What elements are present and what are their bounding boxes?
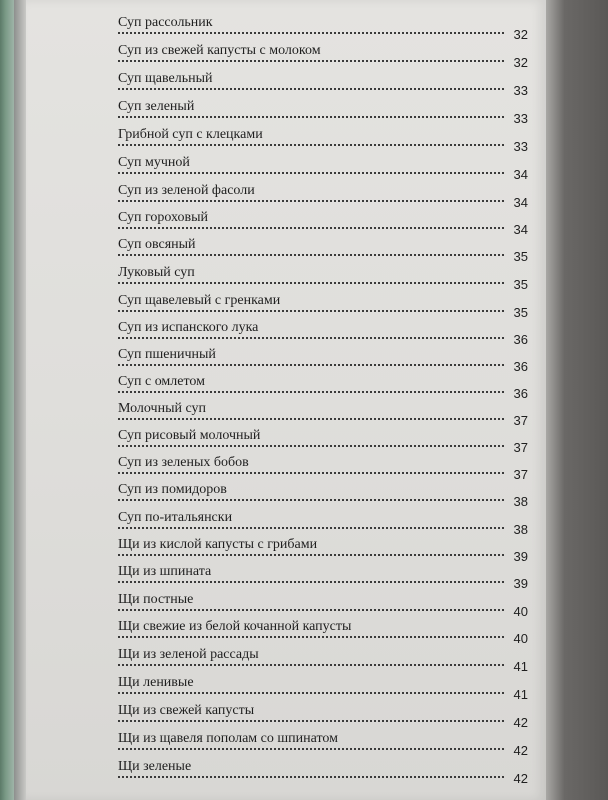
toc-entry-title: Суп пшеничный bbox=[118, 347, 216, 362]
toc-entry-title: Щи ленивые bbox=[118, 675, 194, 690]
toc-entry-title: Щи из щавеля пополам со шпинатом bbox=[118, 731, 339, 746]
dot-leader bbox=[118, 554, 504, 556]
dot-leader bbox=[118, 60, 504, 62]
toc-entry bbox=[118, 346, 528, 372]
dot-leader bbox=[118, 692, 504, 694]
dot-leader bbox=[118, 391, 504, 393]
toc-entry-title: Суп рисовый молочный bbox=[118, 428, 261, 443]
toc-entry bbox=[118, 702, 528, 728]
toc-entry-page: 33 bbox=[513, 139, 528, 154]
dot-leader bbox=[118, 172, 504, 174]
dot-leader bbox=[118, 748, 504, 750]
dot-leader bbox=[118, 116, 504, 118]
dot-leader bbox=[118, 254, 504, 256]
toc-entry-title: Суп из зеленых бобов bbox=[118, 455, 249, 470]
toc-entry-title: Суп гороховый bbox=[118, 210, 209, 225]
toc-entry bbox=[118, 182, 528, 208]
toc-entry-title: Суп щавельный bbox=[118, 71, 213, 86]
toc-entry bbox=[118, 236, 528, 262]
toc-entry-page: 40 bbox=[513, 631, 528, 646]
toc-entry-title: Грибной суп с клецками bbox=[118, 127, 263, 142]
toc-entry-title: Щи постные bbox=[118, 592, 194, 607]
toc-entry-title: Суп рассольник bbox=[118, 15, 213, 30]
dot-leader bbox=[118, 144, 504, 146]
toc-entry-title: Суп зеленый bbox=[118, 99, 195, 114]
toc-entry bbox=[118, 209, 528, 235]
toc-entry bbox=[118, 154, 528, 180]
dot-leader bbox=[118, 664, 504, 666]
dot-leader bbox=[118, 776, 504, 778]
dot-leader bbox=[118, 581, 504, 583]
toc-entry-page: 42 bbox=[513, 771, 528, 786]
toc-entry-page: 35 bbox=[513, 305, 528, 320]
toc-entry-page: 38 bbox=[513, 494, 528, 509]
toc-entry-page: 42 bbox=[513, 743, 528, 758]
dot-leader bbox=[118, 445, 504, 447]
toc-entry bbox=[118, 319, 528, 345]
toc-entry bbox=[118, 400, 528, 426]
toc-entry-page: 39 bbox=[513, 576, 528, 591]
dot-leader bbox=[118, 527, 504, 529]
dot-leader bbox=[118, 472, 504, 474]
toc-entry bbox=[118, 730, 528, 756]
toc-entry-title: Суп мучной bbox=[118, 155, 190, 170]
toc-entry-title: Щи из свежей капусты bbox=[118, 703, 255, 718]
dot-leader bbox=[118, 636, 504, 638]
toc-entry bbox=[118, 481, 528, 507]
toc-entry-page: 37 bbox=[513, 413, 528, 428]
toc-entry-page: 36 bbox=[513, 332, 528, 347]
toc-entry-title: Суп по-итальянски bbox=[118, 510, 233, 525]
toc-entry-title: Щи зеленые bbox=[118, 759, 192, 774]
toc-entry bbox=[118, 70, 528, 96]
toc-entry bbox=[118, 646, 528, 672]
toc-entry bbox=[118, 126, 528, 152]
dot-leader bbox=[118, 227, 504, 229]
toc-entry bbox=[118, 563, 528, 589]
toc-entry-page: 34 bbox=[513, 222, 528, 237]
toc-entry bbox=[118, 42, 528, 68]
toc-entry-title: Щи из шпината bbox=[118, 564, 212, 579]
dot-leader bbox=[118, 282, 504, 284]
toc-entry-page: 32 bbox=[513, 27, 528, 42]
toc-entry-title: Суп из испанского лука bbox=[118, 320, 259, 335]
toc-entry-page: 34 bbox=[513, 195, 528, 210]
toc-entry bbox=[118, 98, 528, 124]
toc-entry-title: Щи из зеленой рассады bbox=[118, 647, 259, 662]
toc-entry bbox=[118, 373, 528, 399]
toc-entry-page: 40 bbox=[513, 604, 528, 619]
toc-entry-page: 38 bbox=[513, 522, 528, 537]
toc-entry-page: 35 bbox=[513, 277, 528, 292]
toc-entry-page: 42 bbox=[513, 715, 528, 730]
toc-entry bbox=[118, 509, 528, 535]
toc-entry-page: 33 bbox=[513, 111, 528, 126]
toc-entry-page: 39 bbox=[513, 549, 528, 564]
toc-entry-title: Суп из зеленой фасоли bbox=[118, 183, 255, 198]
toc-entry bbox=[118, 14, 528, 40]
toc-entry-title: Суп овсяный bbox=[118, 237, 196, 252]
dot-leader bbox=[118, 200, 504, 202]
toc-entry-page: 37 bbox=[513, 467, 528, 482]
toc-entry bbox=[118, 427, 528, 453]
dot-leader bbox=[118, 720, 504, 722]
page-edge-shadow bbox=[14, 0, 26, 800]
page-fold-shadow bbox=[546, 0, 608, 800]
toc-entry-page: 35 bbox=[513, 249, 528, 264]
toc-entry bbox=[118, 618, 528, 644]
dot-leader bbox=[118, 499, 504, 501]
background-edge-left bbox=[0, 0, 14, 800]
toc-entry-title: Суп с омлетом bbox=[118, 374, 206, 389]
toc-entry-title: Суп из помидоров bbox=[118, 482, 227, 497]
dot-leader bbox=[118, 32, 504, 34]
toc-entry-page: 34 bbox=[513, 167, 528, 182]
toc-entry bbox=[118, 758, 528, 784]
toc-entry-title: Молочный суп bbox=[118, 401, 206, 416]
dot-leader bbox=[118, 364, 504, 366]
toc-entry bbox=[118, 454, 528, 480]
dot-leader bbox=[118, 88, 504, 90]
toc-entry-page: 41 bbox=[513, 687, 528, 702]
toc-entry-title: Щи свежие из белой кочанной капусты bbox=[118, 619, 352, 634]
toc-entry bbox=[118, 264, 528, 290]
toc-entry-page: 41 bbox=[513, 659, 528, 674]
toc-entry-page: 32 bbox=[513, 55, 528, 70]
toc-entry-title: Щи из кислой капусты с грибами bbox=[118, 537, 318, 552]
toc-entry bbox=[118, 674, 528, 700]
dot-leader bbox=[118, 310, 504, 312]
toc-entry-title: Суп из свежей капусты с молоком bbox=[118, 43, 321, 58]
dot-leader bbox=[118, 609, 504, 611]
toc-entry bbox=[118, 536, 528, 562]
toc-entry-page: 33 bbox=[513, 83, 528, 98]
toc-entry-page: 37 bbox=[513, 440, 528, 455]
toc-entry-page: 36 bbox=[513, 386, 528, 401]
dot-leader bbox=[118, 337, 504, 339]
toc-entry-page: 36 bbox=[513, 359, 528, 374]
toc-entry-title: Луковый суп bbox=[118, 265, 195, 280]
toc-entry-title: Суп щавелевый с гренками bbox=[118, 293, 281, 308]
toc-entry bbox=[118, 292, 528, 318]
dot-leader bbox=[118, 418, 504, 420]
table-of-contents bbox=[118, 0, 528, 800]
toc-entry bbox=[118, 591, 528, 617]
